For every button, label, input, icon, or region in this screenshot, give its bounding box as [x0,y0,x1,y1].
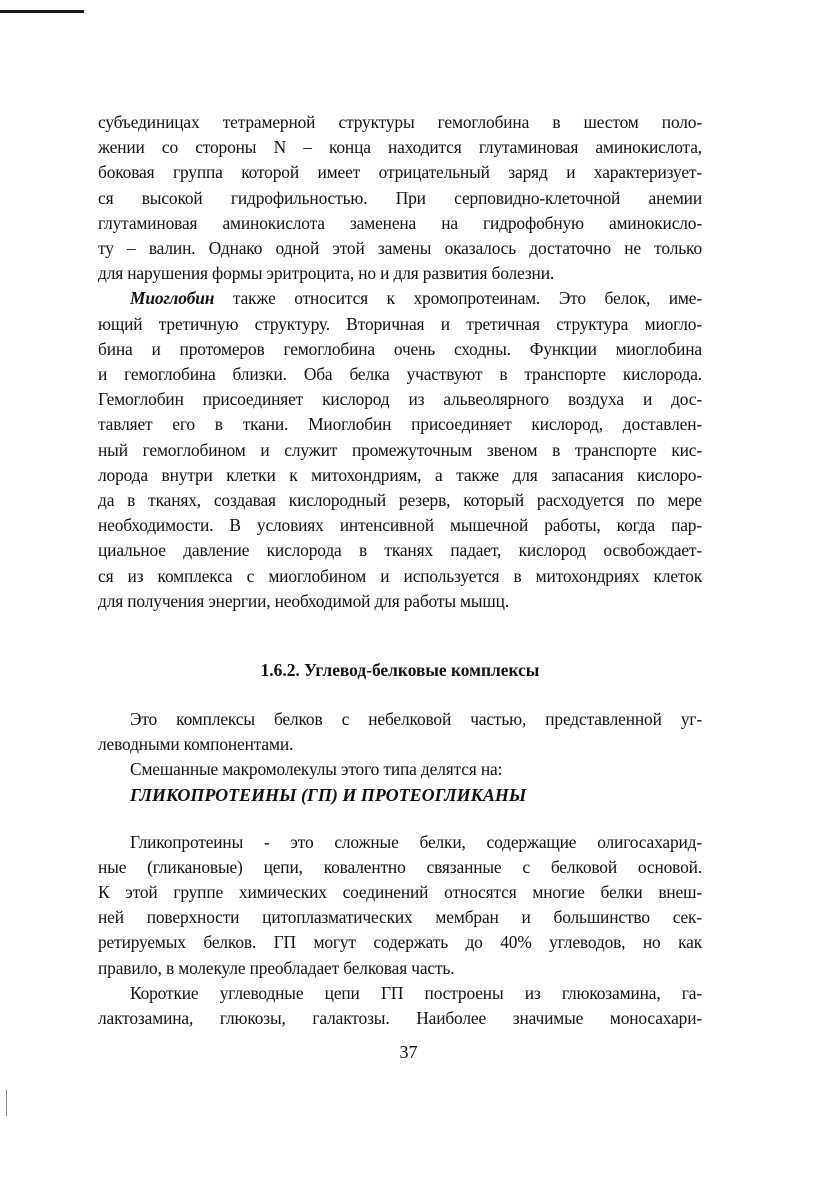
page-number: 37 [399,1042,418,1062]
subsection-heading: ГЛИКОПРОТЕИНЫ (ГП) И ПРОТЕОГЛИКАНЫ [130,784,527,805]
text-line: ся из комплекса с миоглобином и используется в митохондриях клеток [98,565,702,586]
scan-margin-mark [6,1090,7,1116]
text-line: субъединицах тетрамерной структуры гемоглобина в шестом поло- [98,112,702,132]
text-run: также относится к хромопротеинам. Это белок, име- [214,288,702,309]
text-line: Гликопротеины - это сложные белки, содержащие олигосахарид- [130,831,702,852]
text-line: ющий третичную структуру. Вторичная и третичная структура миогло- [98,313,702,334]
text-line: и гемоглобина близки. Оба белка участвуют в транспорте кислорода. [98,364,702,385]
text-line: лорода внутри клетки к митохондриям, а также для запасания кислоро- [98,464,702,485]
text-line-macromolecules: Смешанные макромолекулы этого типа делятся на: [130,759,503,780]
text-line: необходимости. В условиях интенсивной мышечной работы, когда пар- [98,515,702,536]
text-line: для нарушения формы эритроцита, но и для развития болезни. [98,263,555,284]
text-line: глутаминовая аминокислота заменена на гидрофобную аминокисло- [98,212,702,233]
top-edge-rule [0,10,84,13]
page-body [98,110,702,1031]
paragraph-carbohydrate-chains [98,981,702,1031]
text-line: ся высокой гидрофильностью. При серповидно-клеточной анемии [98,187,702,208]
paragraph-hemoglobin [98,110,702,286]
text-line: Это комплексы белков с небелковой частью, представленной уг- [130,709,702,730]
text-line: ный гемоглобином и служит промежуточным звеном в транспорте кис- [98,439,702,460]
text-line: ней поверхности цитоплазматических мембран и большинство сек- [98,907,702,928]
paragraph-glycoproteins [98,830,702,981]
paragraph-complexes [98,707,702,757]
paragraph-myoglobin [98,286,702,614]
text-line: ту – валин. Однако одной этой замены оказалось достаточно не только [98,238,702,259]
text-line [98,286,702,311]
text-line: К этой группе химических соединений относятся многие белки внеш- [98,882,702,903]
text-line: Короткие углеводные цепи ГП построены из глюкозамина, га- [130,982,702,1003]
text-line: ные (гликановые) цепи, ковалентно связанные с белковой основой. [98,856,702,877]
text-line: правило, в молекуле преобладает белковая часть. [98,957,455,978]
text-line: Гемоглобин присоединяет кислород из альвеолярного воздуха и дос- [98,389,702,410]
text-line: бина и протомеров гемоглобина очень сходны. Функции миоглобина [98,338,702,359]
text-line: боковая группа которой имеет отрицательный заряд и характеризует- [98,162,702,183]
text-line: лактозамина, глюкозы, галактозы. Наиболее значимые моносахари- [98,1008,702,1029]
text-line: для получения энергии, необходимой для работы мышц. [98,590,510,611]
text-line: да в тканях, создавая кислородный резерв, который расходуется по мере [98,490,702,511]
text-line: ретируемых белков. ГП могут содержать до 40% углеводов, но как [98,932,702,953]
text-line: леводными компонентами. [98,734,294,755]
term-myoglobin: Миоглобин [130,288,215,309]
text-line: циальное давление кислорода в тканях падает, кислород освобождает- [98,540,702,561]
section-heading: 1.6.2. Углевод-белковые комплексы [260,660,540,681]
text-line: жении со стороны N – конца находится глутаминовая аминокислота, [98,137,702,158]
text-line: тавляет его в ткани. Миоглобин присоединяет кислород, доставлен- [98,414,702,435]
